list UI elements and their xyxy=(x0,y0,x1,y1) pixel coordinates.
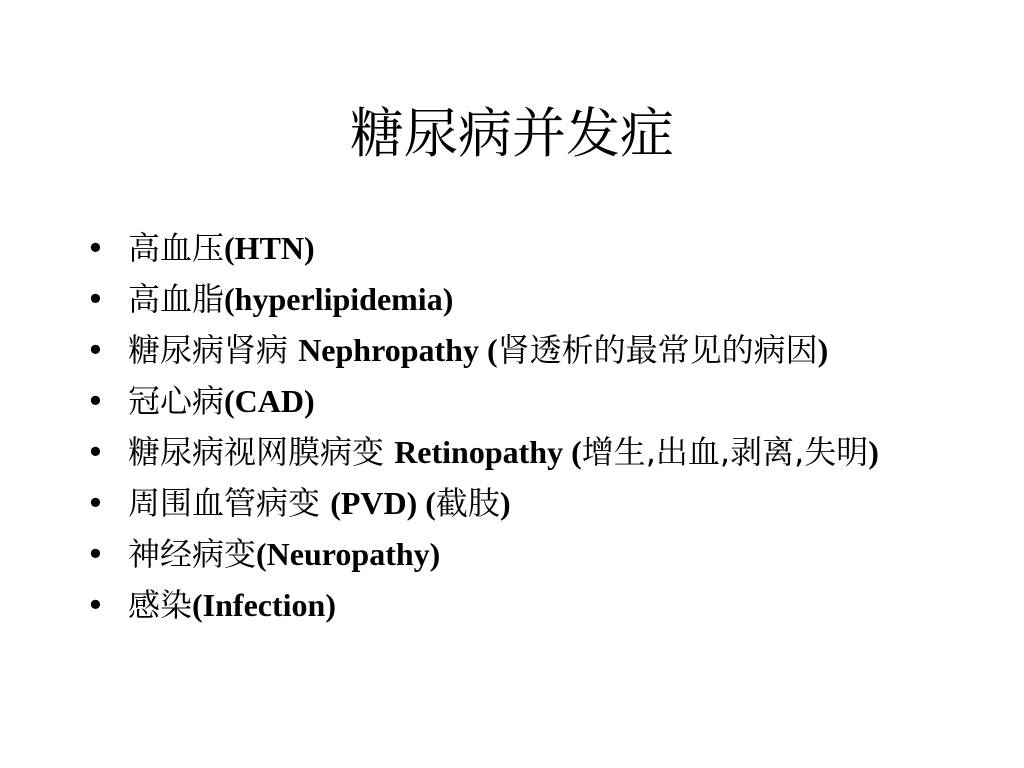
bullet-text-en-close: ) xyxy=(499,485,511,521)
bullet-text-en: (CAD) xyxy=(224,383,315,419)
list-item xyxy=(86,226,916,270)
bullet-text-en-close: ) xyxy=(868,434,879,470)
bullet-text-zh: 高血压 xyxy=(128,229,225,267)
bullet-text-zh-detail: 截肢 xyxy=(435,484,500,522)
list-item xyxy=(86,583,916,627)
bullet-text-zh: 高血脂 xyxy=(128,280,225,318)
list-item xyxy=(86,328,916,372)
bullet-icon: • xyxy=(86,229,105,267)
bullet-icon: • xyxy=(86,535,105,573)
bullet-icon: • xyxy=(86,382,105,420)
bullet-text-zh-detail: 增生,出血,剥离,失明 xyxy=(581,433,869,471)
list-item xyxy=(86,430,916,474)
bullet-text-zh: 糖尿病视网膜病变 xyxy=(128,433,395,471)
slide-title: 糖尿病并发症 xyxy=(350,102,674,165)
bullet-text-zh: 糖尿病肾病 xyxy=(128,331,299,369)
bullet-text-zh: 感染 xyxy=(128,586,193,624)
bullet-icon: • xyxy=(86,484,105,522)
list-item xyxy=(86,481,916,525)
bullet-text-en: (PVD) ( xyxy=(330,485,436,521)
bullet-text-zh-detail: 肾透析的最常见的病因 xyxy=(497,331,818,369)
bullet-text-en: Nephropathy ( xyxy=(298,332,498,368)
bullet-text-zh: 神经病变 xyxy=(128,535,257,573)
list-item xyxy=(86,277,916,321)
bullet-text-en: (Neuropathy) xyxy=(256,536,441,572)
bullet-text-en: (Infection) xyxy=(192,587,336,623)
bullet-icon: • xyxy=(86,331,105,369)
bullet-text-zh: 周围血管病变 xyxy=(128,484,331,522)
bullet-icon: • xyxy=(86,586,105,624)
bullet-list xyxy=(86,226,916,634)
bullet-text-en: Retinopathy ( xyxy=(394,434,582,470)
bullet-icon: • xyxy=(86,280,105,318)
bullet-text-en: (hyperlipidemia) xyxy=(224,281,454,317)
bullet-icon: • xyxy=(86,433,105,471)
list-item xyxy=(86,379,916,423)
list-item xyxy=(86,532,916,576)
bullet-text-en: (HTN) xyxy=(224,230,315,266)
bullet-text-en-close: ) xyxy=(817,332,829,368)
bullet-text-zh: 冠心病 xyxy=(128,382,225,420)
